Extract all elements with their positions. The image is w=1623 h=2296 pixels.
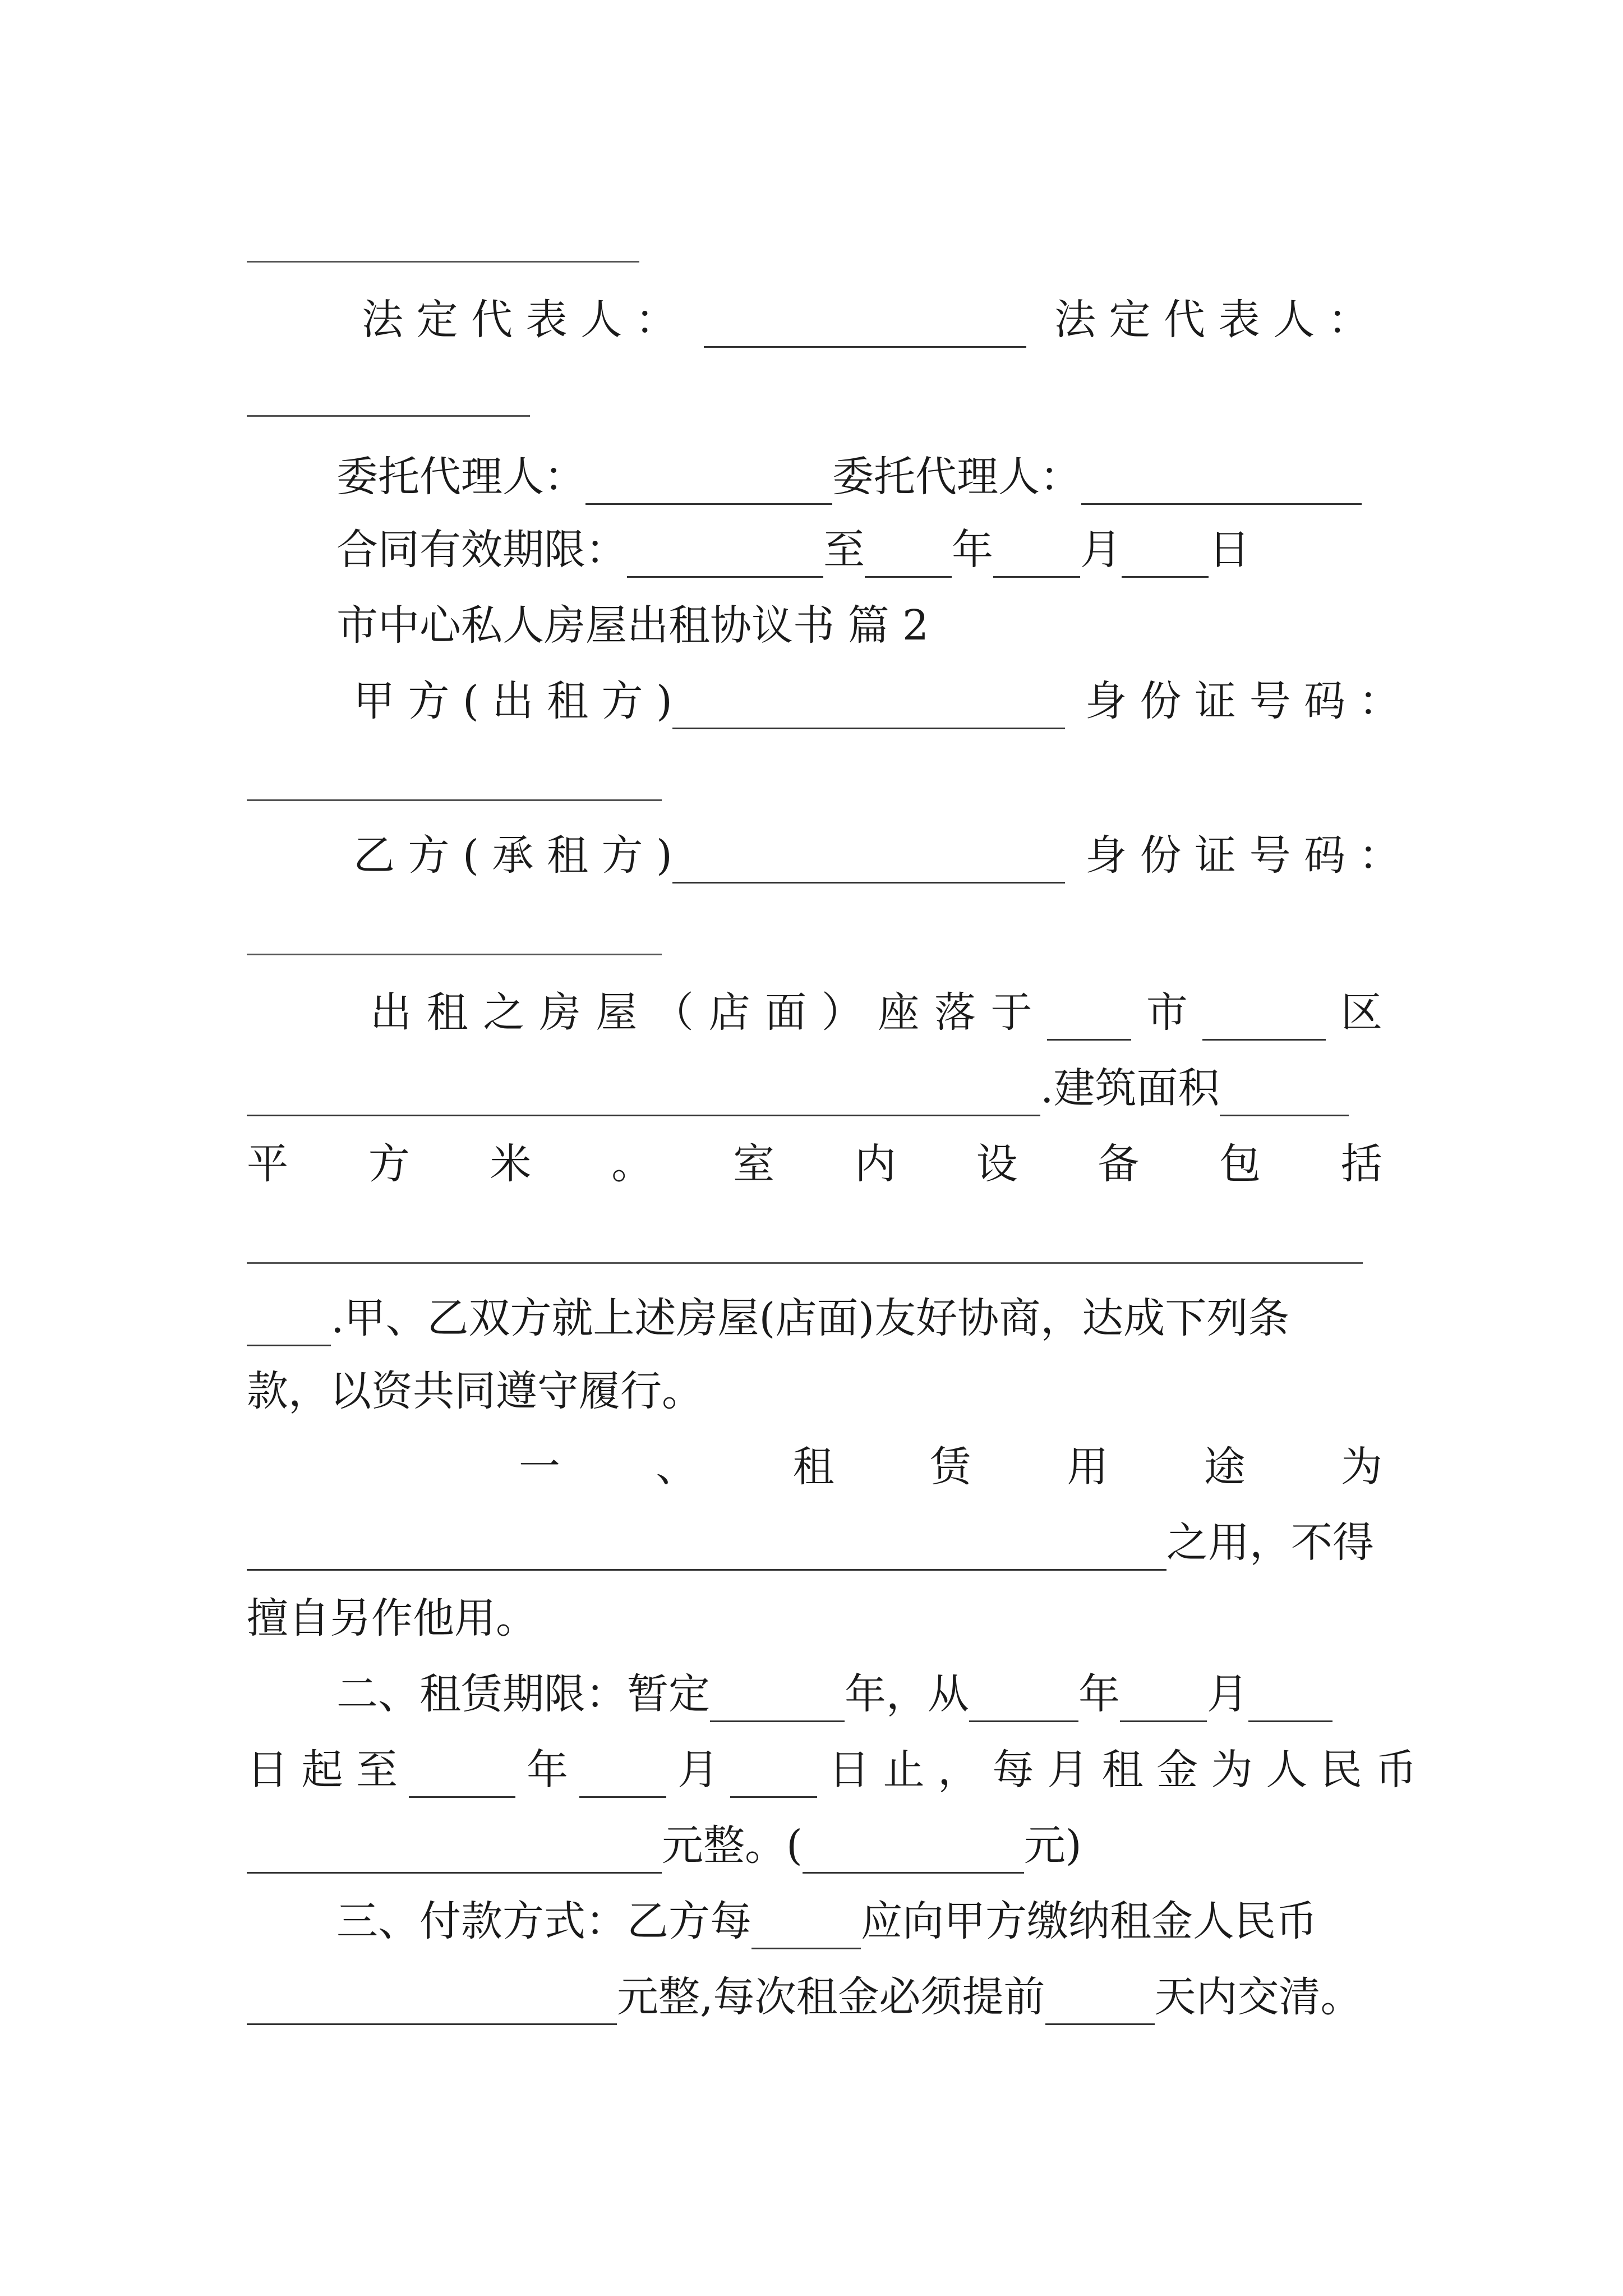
negotiate-text-1: .甲、乙双方就上述房屋(店面)友好协商，达成下列条 — [331, 1294, 1290, 1342]
legal-rep-a-field[interactable] — [704, 307, 1026, 348]
item2-rent-field[interactable] — [247, 1833, 662, 1874]
location-line — [370, 984, 1382, 1041]
negotiate-line-1 — [247, 1290, 1289, 1346]
area-char: 。 — [611, 1140, 653, 1188]
location-char: 租 — [426, 988, 468, 1037]
item1-use-line — [247, 1515, 1374, 1571]
location-char: （ — [652, 988, 694, 1037]
address-field[interactable] — [247, 1075, 1040, 1116]
party-b-id-field[interactable] — [247, 954, 662, 955]
party-a-label: 甲 方 ( 出 租 方 ) — [353, 677, 672, 725]
item2-end-month-field[interactable] — [579, 1757, 666, 1798]
equipment-end-field[interactable] — [247, 1305, 331, 1346]
item3-line-2 — [247, 1969, 1362, 2025]
party-b-id-label: 身 份 证 号 码 ： — [1085, 831, 1400, 880]
agent-a-field[interactable] — [585, 464, 832, 505]
area-char: 平 — [247, 1140, 288, 1188]
area-char: 备 — [1098, 1140, 1140, 1188]
item1-use-field[interactable] — [247, 1530, 1166, 1571]
item2-line-2 — [247, 1742, 1417, 1798]
validity-day: 日 — [1209, 526, 1250, 574]
address-line — [247, 1060, 1349, 1116]
area-char: 包 — [1219, 1140, 1261, 1188]
area-char: 室 — [733, 1140, 775, 1188]
validity-month: 月 — [1080, 526, 1122, 574]
area-char: 内 — [854, 1140, 896, 1188]
section-title-text: 市中心私人房屋出租协议书 篇 2 — [336, 601, 929, 650]
area-char: 米 — [490, 1140, 532, 1188]
party-b-name-field[interactable] — [672, 843, 1065, 884]
party-a-line — [353, 673, 1065, 729]
agent-a-label: 委托代理人： — [336, 453, 585, 501]
location-district-field[interactable] — [1202, 1000, 1326, 1041]
item3-line-1 — [336, 1893, 1317, 1949]
validity-day-field[interactable] — [1122, 537, 1209, 578]
item3-period-field[interactable] — [751, 1908, 861, 1949]
item3-label: 三、付款方式：乙方每 — [336, 1897, 751, 1945]
item3-yuan: 元整,每次租金必须提前 — [617, 1973, 1045, 2021]
location-char: ） — [821, 988, 863, 1037]
item2-line-1 — [336, 1666, 1332, 1722]
location-char: 之 — [483, 988, 525, 1037]
party-a-id-label: 身 份 证 号 码 ： — [1085, 677, 1400, 725]
item3-pay: 应向甲方缴纳租金人民币 — [861, 1897, 1317, 1945]
area-line — [247, 1136, 1382, 1192]
party-b-line — [353, 827, 1065, 884]
location-char: 出 — [370, 988, 412, 1037]
item2-end-year: 年 — [527, 1746, 569, 1794]
item2-end-year-field[interactable] — [409, 1757, 515, 1798]
item2-year: 年 — [1078, 1670, 1120, 1718]
item1-char: 途 — [1204, 1443, 1246, 1491]
item2-start-day-field[interactable] — [1248, 1681, 1332, 1722]
agent-b-label: 委托代理人： — [832, 453, 1081, 501]
validity-line — [336, 522, 1250, 578]
item2-rent-number-field[interactable] — [803, 1833, 1024, 1874]
location-char: 于 — [990, 988, 1032, 1037]
validity-month-field[interactable] — [993, 537, 1080, 578]
item2-start: 日 起 至 — [247, 1746, 398, 1794]
legal-rep-a-label: 法 定 代 表 人 ： — [362, 296, 677, 344]
negotiate-text-2: 款，以资共同遵守履行。 — [247, 1367, 703, 1415]
validity-year-field[interactable] — [865, 537, 952, 578]
party-a-name-field[interactable] — [672, 688, 1065, 729]
item1-use-text: 之用，不得 — [1166, 1519, 1374, 1567]
negotiate-line-2 — [247, 1363, 703, 1419]
item1-char: 、 — [656, 1443, 698, 1491]
item2-years-field[interactable] — [710, 1681, 845, 1722]
legal-rep-b-label: 法 定 代 表 人 ： — [1054, 296, 1370, 344]
party-b-id — [1085, 827, 1400, 884]
validity-to: 至 — [823, 526, 865, 574]
item1-char: 用 — [1067, 1443, 1109, 1491]
agent-line — [336, 449, 1362, 505]
item2-yuan-close: 元) — [1023, 1821, 1082, 1870]
equipment-field[interactable] — [247, 1262, 1363, 1264]
validity-label: 合同有效期限： — [336, 526, 627, 574]
item2-line-3 — [247, 1818, 1082, 1874]
party-a-id — [1085, 673, 1400, 729]
item2-stop: 日 止 ， 每 月 租 金 为 人 民 币 — [828, 1746, 1417, 1794]
location-char: 面 — [765, 988, 807, 1037]
building-area-label: .建筑面积 — [1040, 1064, 1220, 1112]
location-char: 座 — [878, 988, 920, 1037]
validity-year: 年 — [952, 526, 993, 574]
location-district-label: 区 — [1340, 988, 1382, 1037]
item3-days-field[interactable] — [1045, 1984, 1155, 2025]
location-city-label: 市 — [1146, 988, 1188, 1037]
item1-end-text: 擅自另作他用。 — [247, 1594, 537, 1642]
party-b-label: 乙 方 ( 承 租 方 ) — [353, 831, 672, 880]
location-char: 落 — [934, 988, 976, 1037]
location-char: 店 — [708, 988, 750, 1037]
area-char: 设 — [976, 1140, 1018, 1188]
item2-year-from: 年，从 — [845, 1670, 969, 1718]
area-char: 方 — [368, 1140, 410, 1188]
agent-b-field[interactable] — [1081, 464, 1362, 505]
location-city-field[interactable] — [1047, 1000, 1131, 1041]
item2-start-year-field[interactable] — [969, 1681, 1078, 1722]
item2-yuan: 元整。( — [662, 1821, 803, 1870]
building-area-field[interactable] — [1220, 1075, 1349, 1116]
location-char: 屋 — [596, 988, 638, 1037]
legal-rep-b — [1054, 292, 1370, 348]
location-char: 房 — [539, 988, 581, 1037]
item3-days: 天内交清。 — [1154, 1973, 1362, 2021]
item1-char: 租 — [792, 1443, 834, 1491]
area-char: 括 — [1340, 1140, 1382, 1188]
item1-char: 赁 — [929, 1443, 971, 1491]
item2-end-day-field[interactable] — [730, 1757, 817, 1798]
item3-amount-field[interactable] — [247, 1984, 617, 2025]
item1-line — [519, 1439, 1382, 1495]
item1-char: 一 — [519, 1443, 560, 1491]
item2-start-month-field[interactable] — [1120, 1681, 1207, 1722]
legal-rep-b-field[interactable] — [247, 415, 530, 417]
item1-char: 为 — [1340, 1443, 1382, 1491]
blank-line — [247, 261, 639, 263]
legal-rep-line — [362, 292, 1026, 348]
item2-label: 二、租赁期限：暂定 — [336, 1670, 710, 1718]
section-title — [336, 597, 929, 654]
item1-end-line — [247, 1590, 537, 1646]
item2-end-month: 月 — [677, 1746, 720, 1794]
party-a-id-field[interactable] — [247, 799, 662, 801]
item2-month: 月 — [1207, 1670, 1248, 1718]
validity-start-field[interactable] — [627, 537, 823, 578]
